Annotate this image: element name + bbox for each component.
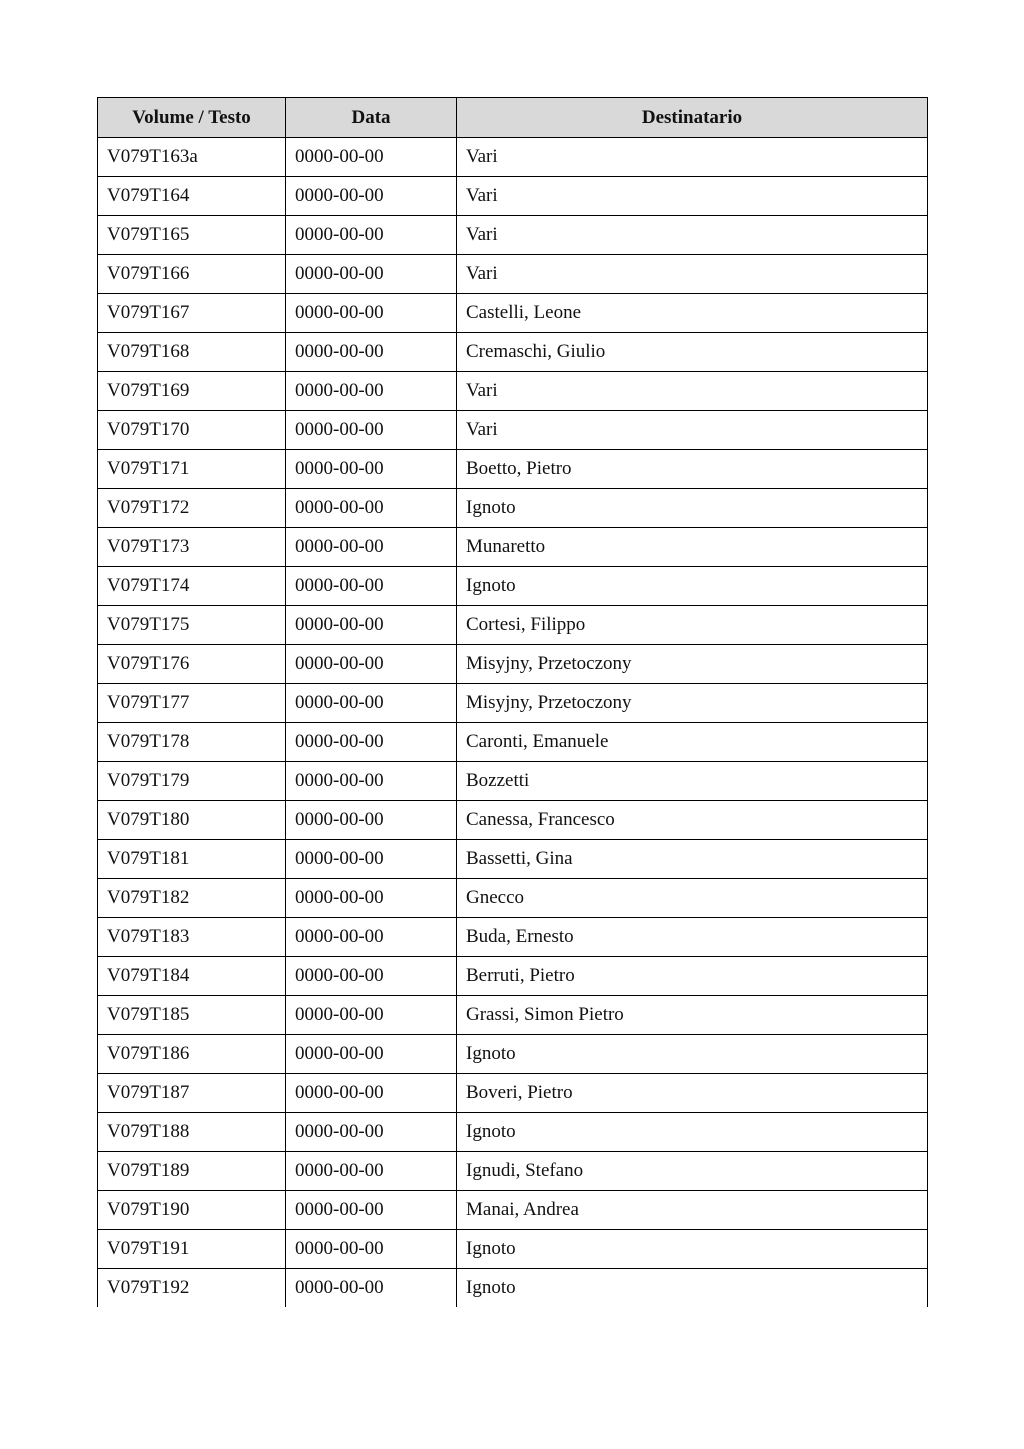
header-destinatario: Destinatario	[457, 98, 928, 138]
cell-data: 0000-00-00	[286, 645, 457, 684]
cell-destinatario: Cremaschi, Giulio	[457, 333, 928, 372]
cell-volume-testo: V079T178	[98, 723, 286, 762]
cell-destinatario: Ignoto	[457, 1113, 928, 1152]
cell-destinatario: Vari	[457, 138, 928, 177]
cell-volume-testo: V079T179	[98, 762, 286, 801]
cell-volume-testo: V079T184	[98, 957, 286, 996]
cell-data: 0000-00-00	[286, 1191, 457, 1230]
cell-destinatario: Vari	[457, 372, 928, 411]
cell-volume-testo: V079T192	[98, 1269, 286, 1308]
cell-volume-testo: V079T182	[98, 879, 286, 918]
table-row	[98, 918, 928, 957]
table-row	[98, 723, 928, 762]
cell-data: 0000-00-00	[286, 1230, 457, 1269]
cell-data: 0000-00-00	[286, 801, 457, 840]
table-row	[98, 1230, 928, 1269]
cell-destinatario: Ignudi, Stefano	[457, 1152, 928, 1191]
cell-data: 0000-00-00	[286, 411, 457, 450]
table-row	[98, 996, 928, 1035]
cell-data: 0000-00-00	[286, 333, 457, 372]
cell-data: 0000-00-00	[286, 1269, 457, 1308]
cell-volume-testo: V079T172	[98, 489, 286, 528]
cell-volume-testo: V079T165	[98, 216, 286, 255]
cell-volume-testo: V079T166	[98, 255, 286, 294]
table-row	[98, 1269, 928, 1308]
table-row	[98, 567, 928, 606]
table-row	[98, 801, 928, 840]
cell-data: 0000-00-00	[286, 840, 457, 879]
table-row	[98, 528, 928, 567]
cell-destinatario: Caronti, Emanuele	[457, 723, 928, 762]
cell-volume-testo: V079T175	[98, 606, 286, 645]
table-row	[98, 1074, 928, 1113]
cell-destinatario: Vari	[457, 177, 928, 216]
cell-data: 0000-00-00	[286, 216, 457, 255]
cell-destinatario: Misyjny, Przetoczony	[457, 645, 928, 684]
cell-data: 0000-00-00	[286, 918, 457, 957]
cell-data: 0000-00-00	[286, 996, 457, 1035]
cell-data: 0000-00-00	[286, 1113, 457, 1152]
cell-destinatario: Canessa, Francesco	[457, 801, 928, 840]
cell-destinatario: Boetto, Pietro	[457, 450, 928, 489]
table-row	[98, 879, 928, 918]
cell-volume-testo: V079T167	[98, 294, 286, 333]
cell-data: 0000-00-00	[286, 567, 457, 606]
table-row	[98, 177, 928, 216]
cell-data: 0000-00-00	[286, 255, 457, 294]
letters-table	[97, 97, 928, 1307]
cell-volume-testo: V079T188	[98, 1113, 286, 1152]
table-row	[98, 489, 928, 528]
cell-destinatario: Vari	[457, 216, 928, 255]
cell-volume-testo: V079T173	[98, 528, 286, 567]
cell-destinatario: Manai, Andrea	[457, 1191, 928, 1230]
cell-data: 0000-00-00	[286, 1035, 457, 1074]
cell-data: 0000-00-00	[286, 723, 457, 762]
cell-volume-testo: V079T171	[98, 450, 286, 489]
cell-data: 0000-00-00	[286, 1074, 457, 1113]
cell-destinatario: Ignoto	[457, 1269, 928, 1308]
cell-destinatario: Misyjny, Przetoczony	[457, 684, 928, 723]
cell-volume-testo: V079T186	[98, 1035, 286, 1074]
cell-destinatario: Grassi, Simon Pietro	[457, 996, 928, 1035]
cell-destinatario: Munaretto	[457, 528, 928, 567]
table-row	[98, 1152, 928, 1191]
table-body	[98, 138, 928, 1308]
cell-destinatario: Ignoto	[457, 1035, 928, 1074]
cell-volume-testo: V079T190	[98, 1191, 286, 1230]
cell-volume-testo: V079T170	[98, 411, 286, 450]
cell-data: 0000-00-00	[286, 372, 457, 411]
cell-volume-testo: V079T189	[98, 1152, 286, 1191]
table-row	[98, 333, 928, 372]
cell-volume-testo: V079T164	[98, 177, 286, 216]
cell-destinatario: Boveri, Pietro	[457, 1074, 928, 1113]
cell-data: 0000-00-00	[286, 879, 457, 918]
cell-volume-testo: V079T168	[98, 333, 286, 372]
table-row	[98, 255, 928, 294]
header-data: Data	[286, 98, 457, 138]
table-row	[98, 762, 928, 801]
table-row	[98, 1035, 928, 1074]
cell-data: 0000-00-00	[286, 1152, 457, 1191]
cell-data: 0000-00-00	[286, 294, 457, 333]
cell-destinatario: Bozzetti	[457, 762, 928, 801]
table-header-row	[98, 98, 928, 138]
table-row	[98, 138, 928, 177]
table-row	[98, 372, 928, 411]
cell-destinatario: Cortesi, Filippo	[457, 606, 928, 645]
cell-destinatario: Bassetti, Gina	[457, 840, 928, 879]
table-row	[98, 411, 928, 450]
cell-data: 0000-00-00	[286, 684, 457, 723]
table-row	[98, 684, 928, 723]
cell-destinatario: Vari	[457, 255, 928, 294]
cell-destinatario: Castelli, Leone	[457, 294, 928, 333]
table-row	[98, 606, 928, 645]
cell-volume-testo: V079T180	[98, 801, 286, 840]
cell-volume-testo: V079T183	[98, 918, 286, 957]
table-row	[98, 1191, 928, 1230]
cell-volume-testo: V079T176	[98, 645, 286, 684]
cell-destinatario: Gnecco	[457, 879, 928, 918]
cell-destinatario: Berruti, Pietro	[457, 957, 928, 996]
cell-data: 0000-00-00	[286, 489, 457, 528]
cell-destinatario: Buda, Ernesto	[457, 918, 928, 957]
table-row	[98, 294, 928, 333]
cell-data: 0000-00-00	[286, 957, 457, 996]
table-row	[98, 957, 928, 996]
table-row	[98, 645, 928, 684]
cell-data: 0000-00-00	[286, 177, 457, 216]
cell-data: 0000-00-00	[286, 528, 457, 567]
table-row	[98, 840, 928, 879]
cell-destinatario: Vari	[457, 411, 928, 450]
table-row	[98, 450, 928, 489]
cell-volume-testo: V079T187	[98, 1074, 286, 1113]
cell-destinatario: Ignoto	[457, 1230, 928, 1269]
cell-volume-testo: V079T177	[98, 684, 286, 723]
table-row	[98, 1113, 928, 1152]
table-row	[98, 216, 928, 255]
cell-data: 0000-00-00	[286, 606, 457, 645]
cell-volume-testo: V079T185	[98, 996, 286, 1035]
cell-data: 0000-00-00	[286, 450, 457, 489]
cell-volume-testo: V079T174	[98, 567, 286, 606]
header-volume-testo: Volume / Testo	[98, 98, 286, 138]
cell-volume-testo: V079T191	[98, 1230, 286, 1269]
cell-destinatario: Ignoto	[457, 489, 928, 528]
cell-destinatario: Ignoto	[457, 567, 928, 606]
cell-volume-testo: V079T181	[98, 840, 286, 879]
cell-data: 0000-00-00	[286, 762, 457, 801]
cell-volume-testo: V079T163a	[98, 138, 286, 177]
cell-volume-testo: V079T169	[98, 372, 286, 411]
cell-data: 0000-00-00	[286, 138, 457, 177]
